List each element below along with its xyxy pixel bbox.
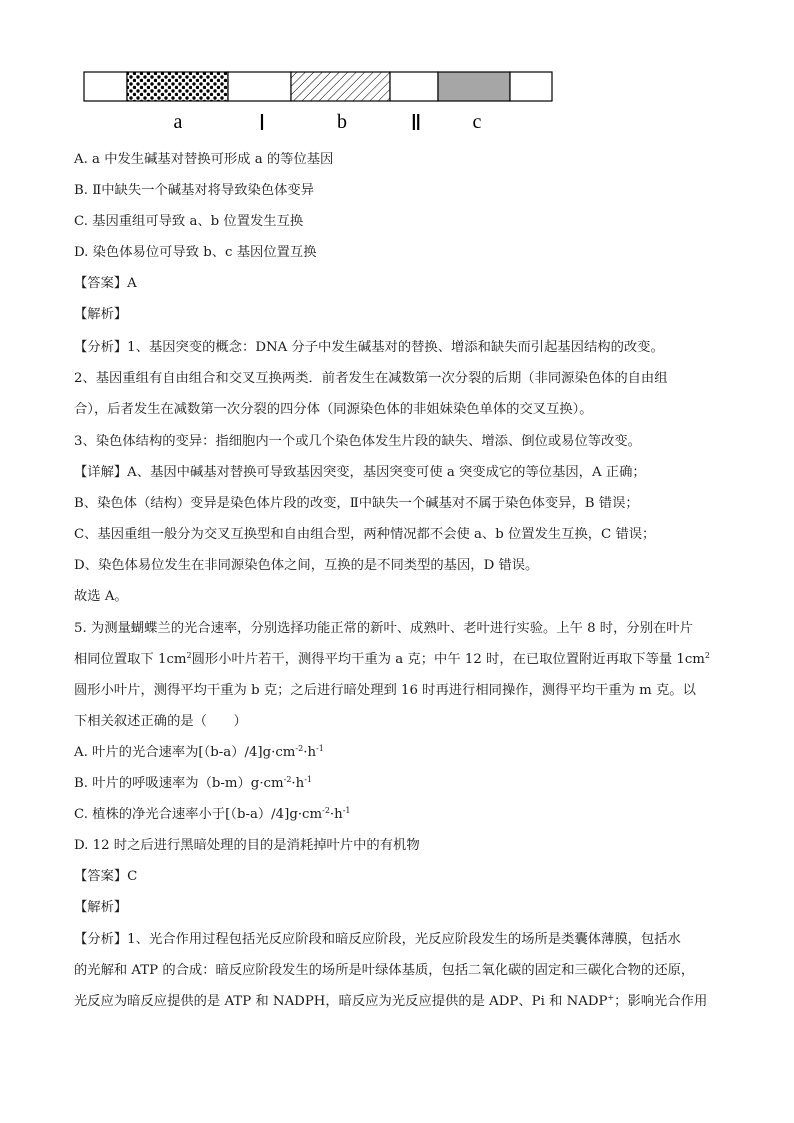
option-text: ·h: [329, 807, 343, 822]
q5-stem-line: 圆形小叶片，测得平均干重为 b 克；之后进行暗处理到 16 时再进行相同操作，测得平均干重为 m 克。以: [74, 683, 696, 698]
superscript: 2: [186, 651, 192, 660]
segment-left-end: [84, 72, 127, 101]
q4-conclusion: 故选 A。: [74, 589, 128, 604]
q4-detail-line: 【详解】A、基因中碱基对替换可导致基因突变，基因突变可使 a 突变成它的等位基因，A 正确；: [74, 465, 646, 480]
label-I: Ⅰ: [258, 110, 266, 135]
superscript: +: [607, 993, 615, 1002]
q5-analysis-title: 【解析】: [74, 900, 128, 915]
q5-analysis-line: 的光解和 ATP 的合成：暗反应阶段发生的场所是叶绿体基质，包括二氧化碳的固定和三碳化合物的还原，: [74, 963, 695, 978]
option-text: C. 植株的净光合速率小于[（b-a）/4]g·cm: [74, 807, 323, 822]
q5-option-c: [74, 805, 724, 825]
superscript: -1: [342, 806, 351, 815]
q4-detail-line: C、基因重组一般分为交叉互换型和自由组合型，两种情况都不会使 a、b 位置发生互换，C 错误；: [74, 527, 656, 542]
q5-option-d: D. 12 时之后进行黑暗处理的目的是消耗掉叶片中的有机物: [74, 838, 420, 853]
q4-answer: 【答案】A: [74, 276, 137, 291]
gene-c-segment: [438, 72, 510, 101]
chromosome-diagram: [80, 68, 560, 138]
segment-right-end: [510, 72, 552, 101]
label-a: a: [173, 111, 183, 133]
region-II-segment: [390, 72, 438, 101]
q4-analysis-line: 【分析】1、基因突变的概念：DNA 分子中发生碱基对的替换、增添和缺失而引起基因结构的改变。: [74, 340, 664, 355]
option-text: ·h: [303, 745, 317, 760]
option-text: A. 叶片的光合速率为[（b-a）/4]g·cm: [74, 745, 296, 760]
q4-option-c: C. 基因重组可导致 a、b 位置发生互换: [74, 214, 304, 229]
gene-a-segment: [127, 72, 228, 101]
superscript: -1: [316, 744, 324, 753]
q5-analysis-line: [74, 992, 724, 1012]
q4-analysis-line: 合），后者发生在减数第一次分裂的四分体（同源染色体的非姐妹染色单体的交叉互换）。: [74, 402, 593, 417]
q4-analysis-title: 【解析】: [74, 307, 128, 322]
q4-detail-line: D、染色体易位发生在非同源染色体之间，互换的是不同类型的基因，D 错误。: [74, 558, 539, 573]
q5-option-b: [74, 774, 724, 794]
superscript: -2: [283, 775, 292, 784]
analysis-text: 光反应为暗反应提供的是 ATP 和 NADPH，暗反应为光反应提供的是 ADP、Pi 和 NADP: [74, 994, 608, 1009]
q5-analysis-line: 【分析】1、光合作用过程包括光反应阶段和暗反应阶段，光反应阶段发生的场所是类囊体薄膜，包括水: [74, 932, 681, 947]
superscript: -2: [295, 744, 304, 753]
option-text: ·h: [291, 776, 305, 791]
q5-stem-text: 圆形小叶片若干，测得平均干重为 a 克；中午 12 时，在已取位置附近再取下等量 1cm: [191, 652, 705, 667]
q5-option-a: [74, 743, 724, 763]
q4-option-b: B. Ⅱ中缺失一个碱基对将导致染色体变异: [74, 183, 315, 198]
label-b: b: [337, 111, 347, 133]
option-text: B. 叶片的呼吸速率为（b-m）g·cm: [74, 776, 284, 791]
q5-stem-line: [74, 650, 724, 670]
q5-stem-text: 相同位置取下 1cm: [74, 652, 187, 667]
q4-detail-line: B、染色体（结构）变异是染色体片段的改变，Ⅱ中缺失一个碱基对不属于染色体变异，B 错误；: [74, 496, 639, 511]
q5-stem-line: 5. 为测量蝴蝶兰的光合速率，分别选择功能正常的新叶、成熟叶、老叶进行实验。上午 8 时，分别在叶片: [74, 621, 693, 636]
superscript: -2: [322, 806, 330, 815]
label-c: c: [472, 111, 482, 133]
label-II: Ⅱ: [410, 110, 422, 135]
q4-option-d: D. 染色体易位可导致 b、c 基因位置互换: [74, 245, 317, 260]
superscript: -1: [304, 775, 312, 784]
q4-option-a: A. a 中发生碱基对替换可形成 a 的等位基因: [74, 152, 334, 167]
gene-b-segment: [291, 72, 390, 101]
q4-analysis-line: 2、基因重组有自由组合和交叉互换两类．前者发生在减数第一次分裂的后期（非同源染色体的自由组: [74, 371, 668, 386]
superscript: 2: [704, 651, 711, 660]
q5-answer: 【答案】C: [74, 869, 138, 884]
q5-stem-line: 下相关叙述正确的是（ ）: [74, 714, 247, 729]
q4-analysis-line: 3、染色体结构的变异：指细胞内一个或几个染色体发生片段的缺失、增添、倒位或易位等改变。: [74, 434, 641, 449]
region-I-segment: [228, 72, 291, 101]
analysis-text: ；影响光合作用: [614, 994, 708, 1009]
